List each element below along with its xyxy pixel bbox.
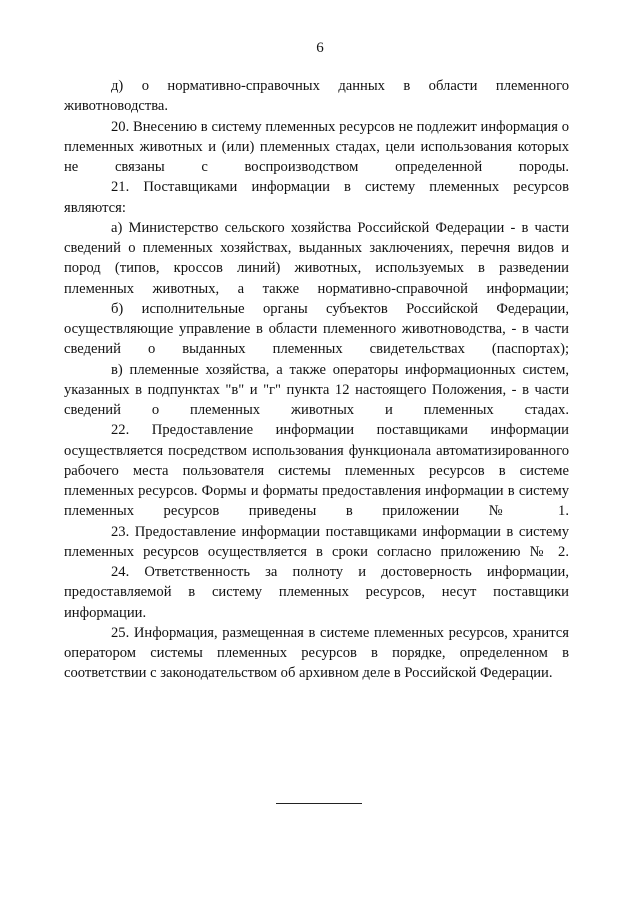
paragraph-21c-breeding-farms: в) племенные хозяйства, а также операторы информационных систем, указанных в подпунктах "в" и "г" пункта 12 настоящего Положения, - в части сведений о племенных животных и племенных стадах. — [64, 361, 569, 418]
paragraph-21b-regional-bodies: б) исполнительные органы субъектов Российской Федерации, осуществляющие управление в области племенного животноводства, - в части сведений о выданных племенных свидетельствах (паспортах); — [64, 300, 569, 358]
paragraph-20-exclusion: 20. Внесению в систему племенных ресурсов не подлежит информация о племенных животных и (или) племенных стадах, цели использования которых не связаны с воспроизводством определенной породы. — [64, 118, 569, 175]
document-body — [64, 76, 569, 684]
paragraph-21a-ministry: а) Министерство сельского хозяйства Российской Федерации - в части сведений о племенных хозяйствах, выданных заключениях, перечня видов и пород (типов, кроссов линий) животных, используемых в разведении племенных животных, а также нормативно-справочной информации; — [64, 219, 569, 297]
paragraph-25-storage: 25. Информация, размещенная в системе племенных ресурсов, хранится оператором системы племенных ресурсов в порядке, определенном в соответствии с законодательством об архивном деле в Российской Федерации. — [64, 624, 569, 682]
closing-divider — [276, 803, 362, 804]
paragraph-23-deadlines: 23. Предоставление информации поставщиками информации в систему племенных ресурсов осуществляется в сроки согласно приложению № 2. — [64, 523, 569, 560]
paragraph-item-d-reference-data: д) о нормативно-справочных данных в области племенного животноводства. — [64, 78, 569, 115]
page-number: 6 — [316, 40, 324, 56]
paragraph-22-provision: 22. Предоставление информации поставщиками информации осуществляется посредством использования функционала автоматизированного рабочего места пользователя системы племенных ресурсов в системе племенных ресурсов. Формы и форматы предоставления информации в систему племенных ресурсов приведены в приложении № 1. — [64, 422, 569, 520]
paragraph-24-responsibility: 24. Ответственность за полноту и достоверность информации, предоставляемой в систему племенных ресурсов, несут поставщики информации. — [64, 564, 569, 621]
paragraph-21-suppliers: 21. Поставщиками информации в систему племенных ресурсов являются: — [64, 179, 569, 216]
